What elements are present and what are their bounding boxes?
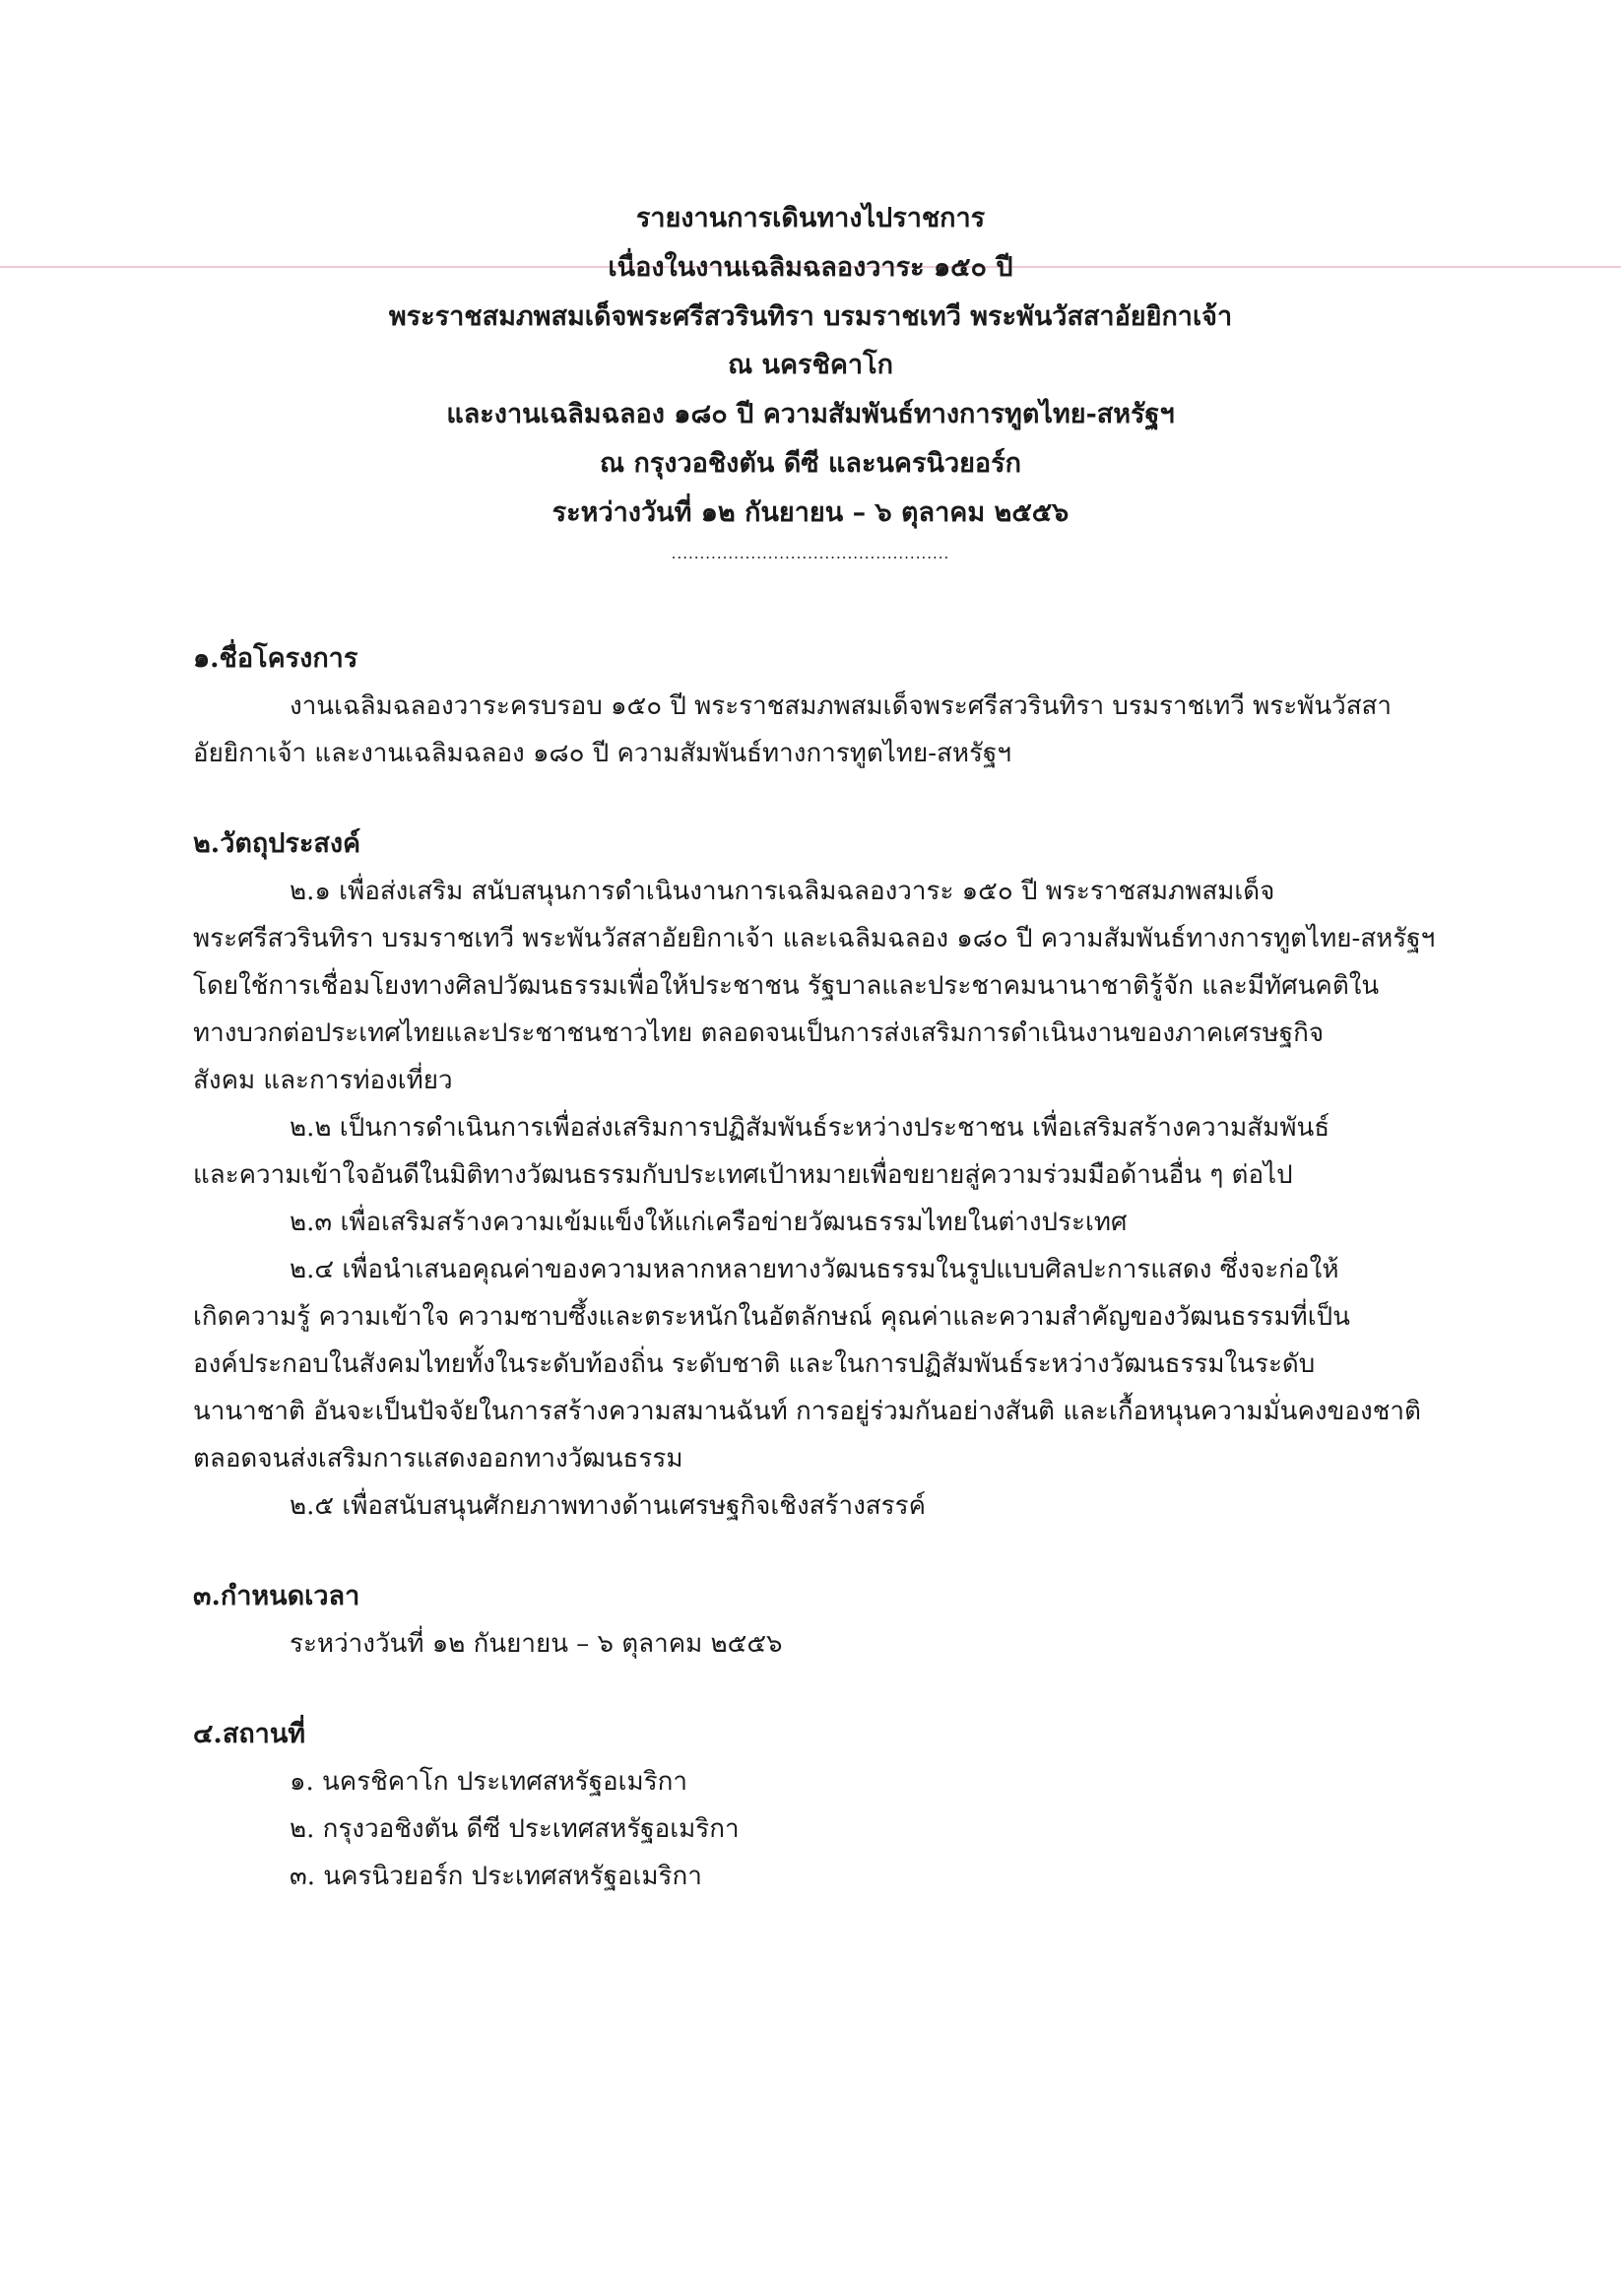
section-heading: ๓.กำหนดเวลา — [193, 1581, 360, 1611]
paragraph-line: งานเฉลิมฉลองวาระครบรอบ ๑๕๐ ปี พระราชสมภพสมเด็จพระศรีสวรินทิรา บรมราชเทวี พระพันวัสสา — [290, 691, 1393, 721]
section-heading: ๔.สถานที่ — [193, 1719, 306, 1749]
paragraph-line: พระศรีสวรินทิรา บรมราชเทวี พระพันวัสสาอัยยิกาเจ้า และเฉลิมฉลอง ๑๘๐ ปี ความสัมพันธ์ทางการทูตไทย-สหรัฐฯ — [193, 924, 1436, 953]
objective-2-3: ๒.๓ เพื่อเสริมสร้างความเข้มแข็งให้แก่เครือข่ายวัฒนธรรมไทยในต่างประเทศ — [290, 1208, 1128, 1237]
document-body — [193, 635, 1454, 1900]
paragraph-line: เกิดความรู้ ความเข้าใจ ความซาบซึ้งและตระหนักในอัตลักษณ์ คุณค่าและความสำคัญของวัฒนธรรมที่เป็น — [193, 1302, 1350, 1332]
paragraph-line: และความเข้าใจอันดีในมิติทางวัฒนธรรมกับประเทศเป้าหมายเพื่อขยายสู่ความร่วมมือด้านอื่น ๆ ต่อไป — [193, 1160, 1293, 1190]
paragraph-line: อัยยิกาเจ้า และงานเฉลิมฉลอง ๑๘๐ ปี ความสัมพันธ์ทางการทูตไทย-สหรัฐฯ — [193, 739, 1011, 768]
section-schedule — [193, 1573, 1454, 1668]
objective-2-2: ๒.๒ เป็นการดำเนินการเพื่อส่งเสริมการปฏิสัมพันธ์ระหว่างประชาชน เพื่อเสริมสร้างความสัมพันธ์ — [290, 1113, 1330, 1143]
paragraph-line: ทางบวกต่อประเทศไทยและประชาชนชาวไทย ตลอดจนเป็นการส่งเสริมการดำเนินงานของภาคเศรษฐกิจ — [193, 1018, 1325, 1048]
title-line: เนื่องในงานเฉลิมฉลองวาระ ๑๕๐ ปี — [608, 251, 1013, 283]
section-project-name — [193, 635, 1454, 777]
objective-2-1: ๒.๑ เพื่อส่งเสริม สนับสนุนการดำเนินงานการเฉลิมฉลองวาระ ๑๕๐ ปี พระราชสมภพสมเด็จ — [290, 877, 1275, 906]
paragraph-line: องค์ประกอบในสังคมไทยทั้งในระดับท้องถิ่น ระดับชาติ และในการปฏิสัมพันธ์ระหว่างวัฒนธรรมในระดับ — [193, 1349, 1316, 1379]
title-line: ณ กรุงวอชิงตัน ดีซี และนครนิวยอร์ก — [600, 447, 1021, 479]
title-line: รายงานการเดินทางไปราชการ — [635, 203, 986, 233]
title-line: พระราชสมภพสมเด็จพระศรีสวรินทิรา บรมราชเทวี พระพันวัสสาอัยยิกาเจ้า — [388, 300, 1233, 332]
section-heading: ๑.ชื่อโครงการ — [193, 643, 358, 674]
location-item: ๑. นครชิคาโก ประเทศสหรัฐอเมริกา — [290, 1767, 688, 1797]
title-separator: ................................................. — [671, 544, 950, 562]
title-line: ระหว่างวันที่ ๑๒ กันยายน – ๖ ตุลาคม ๒๕๕๖ — [551, 496, 1070, 528]
location-item: ๓. นครนิวยอร์ก ประเทศสหรัฐอเมริกา — [290, 1862, 702, 1891]
paragraph-line: ตลอดจนส่งเสริมการแสดงออกทางวัฒนธรรม — [193, 1444, 683, 1474]
paragraph-line: สังคม และการท่องเที่ยว — [193, 1066, 453, 1095]
section-heading: ๒.วัตถุประสงค์ — [193, 828, 361, 859]
schedule-dates: ระหว่างวันที่ ๑๒ กันยายน – ๖ ตุลาคม ๒๕๕๖ — [290, 1629, 783, 1659]
report-title — [0, 194, 1621, 569]
section-objectives — [193, 820, 1454, 1530]
section-locations — [193, 1711, 1454, 1900]
objective-2-5: ๒.๕ เพื่อสนับสนุนศักยภาพทางด้านเศรษฐกิจเชิงสร้างสรรค์ — [290, 1491, 926, 1521]
objective-2-4: ๒.๔ เพื่อนำเสนอคุณค่าของความหลากหลายทางวัฒนธรรมในรูปแบบศิลปะการแสดง ซึ่งจะก่อให้ — [290, 1255, 1339, 1284]
title-line: และงานเฉลิมฉลอง ๑๘๐ ปี ความสัมพันธ์ทางการทูตไทย-สหรัฐฯ — [446, 399, 1175, 430]
title-line: ณ นครชิคาโก — [728, 350, 893, 381]
location-item: ๒. กรุงวอชิงตัน ดีซี ประเทศสหรัฐอเมริกา — [290, 1814, 740, 1844]
paragraph-line: นานาชาติ อันจะเป็นปัจจัยในการสร้างความสมานฉันท์ การอยู่ร่วมกันอย่างสันติ และเกื้อหนุนความมั่นคงของชาติ — [193, 1397, 1421, 1426]
paragraph-line: โดยใช้การเชื่อมโยงทางศิลปวัฒนธรรมเพื่อให้ประชาชน รัฐบาลและประชาคมนานาชาติรู้จัก และมีทัศนคติใน — [193, 971, 1380, 1001]
